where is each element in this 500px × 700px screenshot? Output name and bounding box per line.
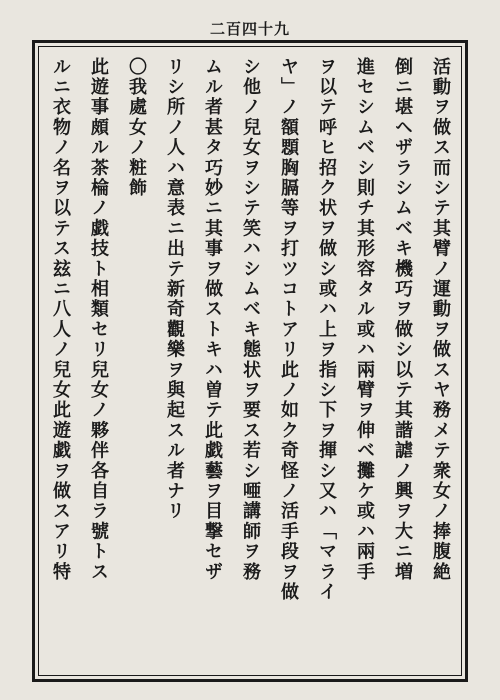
text-column: 進セシムベシ則チ其形容タル或ハ兩臂ヲ伸ベ攤ケ或ハ兩手 [354,57,375,583]
section-heading: 〇我處女ノ粧飾 [126,57,147,199]
text-column: 倒ニ堪ヘザラシムベキ機巧ヲ做シ以テ其諧謔ノ興ヲ大ニ増 [392,57,413,583]
text-column: ヤ」ノ額顋胸膈等ヲ打ツコトアリ此ノ如ク奇怪ノ活手段ヲ做 [278,57,299,603]
text-column: ヲ以テ呼ヒ招ク状ヲ做シ或ハ上ヲ指シ下ヲ揮シ又ハ「マライ [316,57,337,603]
text-column: 活動ヲ做ス而シテ其臂ノ運動ヲ做スヤ務メテ衆女ノ捧腹絶 [430,57,451,583]
text-column: 此遊事頗ル茶棆ノ戯技ト相類セリ兒女ノ夥伴各自ラ號トス [88,57,109,583]
text-column: ルニ衣物ノ名ヲ以テス玆ニ八人ノ兒女此遊戯ヲ做スアリ特 [50,57,71,583]
text-column: リシ所ノ人ハ意表ニ出テ新奇觀樂ヲ與起スル者ナリ [164,57,185,522]
page-number: 二百四十九 [209,20,290,38]
text-column: ムル者甚タ巧妙ニ其事ヲ做ストキハ曽テ此戯藝ヲ目撃セザ [202,57,223,583]
text-column: シ他ノ兒女ヲシテ笑ハシムベキ態状ヲ要ス若シ唖講師ヲ務 [240,57,261,583]
text-block [38,46,462,676]
